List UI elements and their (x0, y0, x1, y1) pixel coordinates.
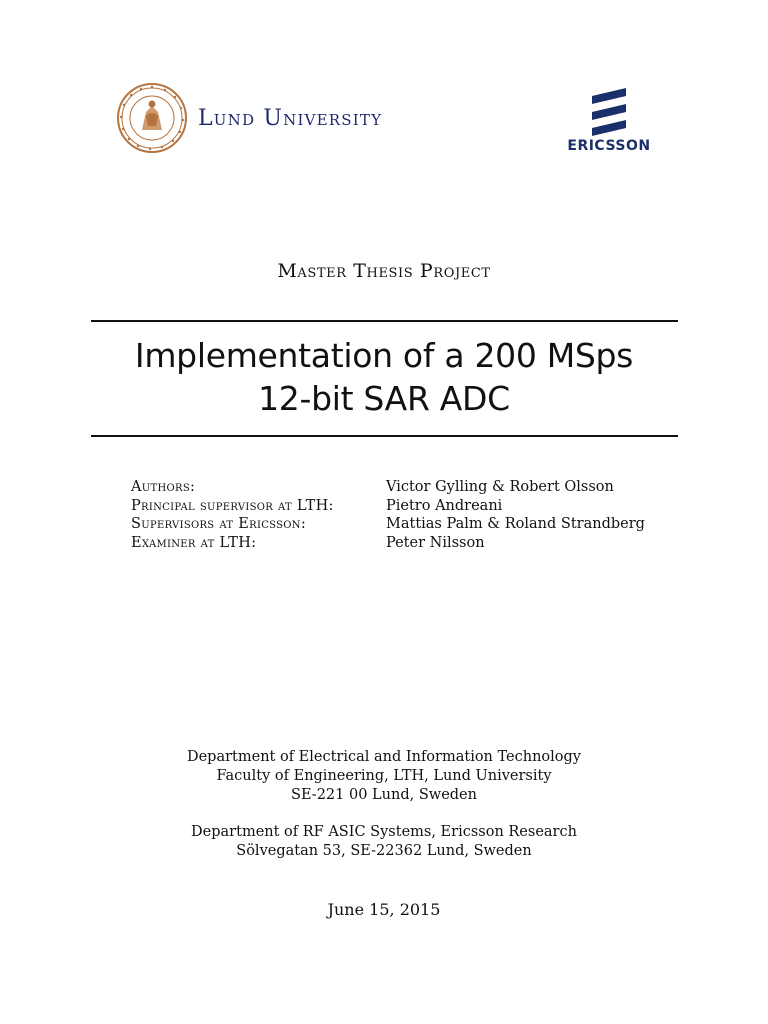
company-name: ERICSSON (567, 138, 651, 154)
project-label: Master Thesis Project (277, 260, 491, 282)
ericsson-department-address (0, 823, 768, 861)
role-row-principal-supervisor (131, 497, 651, 516)
role-label: Principal supervisor at LTH: (131, 497, 334, 514)
role-value: Mattias Palm & Roland Strandberg (386, 516, 645, 532)
role-value: Peter Nilsson (386, 534, 485, 551)
lund-university-logo (116, 82, 382, 154)
title-bottom-rule (91, 435, 678, 437)
address-line: Department of RF ASIC Systems, Ericsson Research (191, 824, 577, 840)
title-top-rule (91, 320, 678, 322)
role-row-authors (131, 478, 651, 497)
role-row-examiner (131, 534, 651, 553)
role-label: Supervisors at Ericsson: (131, 516, 306, 532)
title-line-1: Implementation of a 200 MSps (134, 336, 634, 375)
role-label: Authors: (131, 479, 196, 495)
lth-department-address (0, 748, 768, 805)
role-value: Pietro Andreani (386, 497, 503, 514)
ericsson-logo (566, 86, 652, 154)
document-date: June 15, 2015 (327, 900, 441, 919)
ericsson-logo-icon (584, 86, 634, 136)
roles-table (131, 478, 651, 552)
university-name: Lund University (198, 105, 383, 131)
role-row-ericsson-supervisors (131, 515, 651, 534)
address-line: Sölvegatan 53, SE-22362 Lund, Sweden (236, 843, 532, 859)
address-line: Faculty of Engineering, LTH, Lund University (216, 768, 552, 784)
address-line: SE-221 00 Lund, Sweden (291, 787, 477, 803)
title-line-2: 12-bit SAR ADC (258, 379, 510, 418)
lund-university-seal-icon (116, 82, 188, 154)
address-line: Department of Electrical and Information Technology (186, 749, 582, 765)
role-value: Victor Gylling & Robert Olsson (386, 479, 614, 495)
thesis-title (0, 334, 768, 420)
role-label: Examiner at LTH: (131, 534, 257, 551)
